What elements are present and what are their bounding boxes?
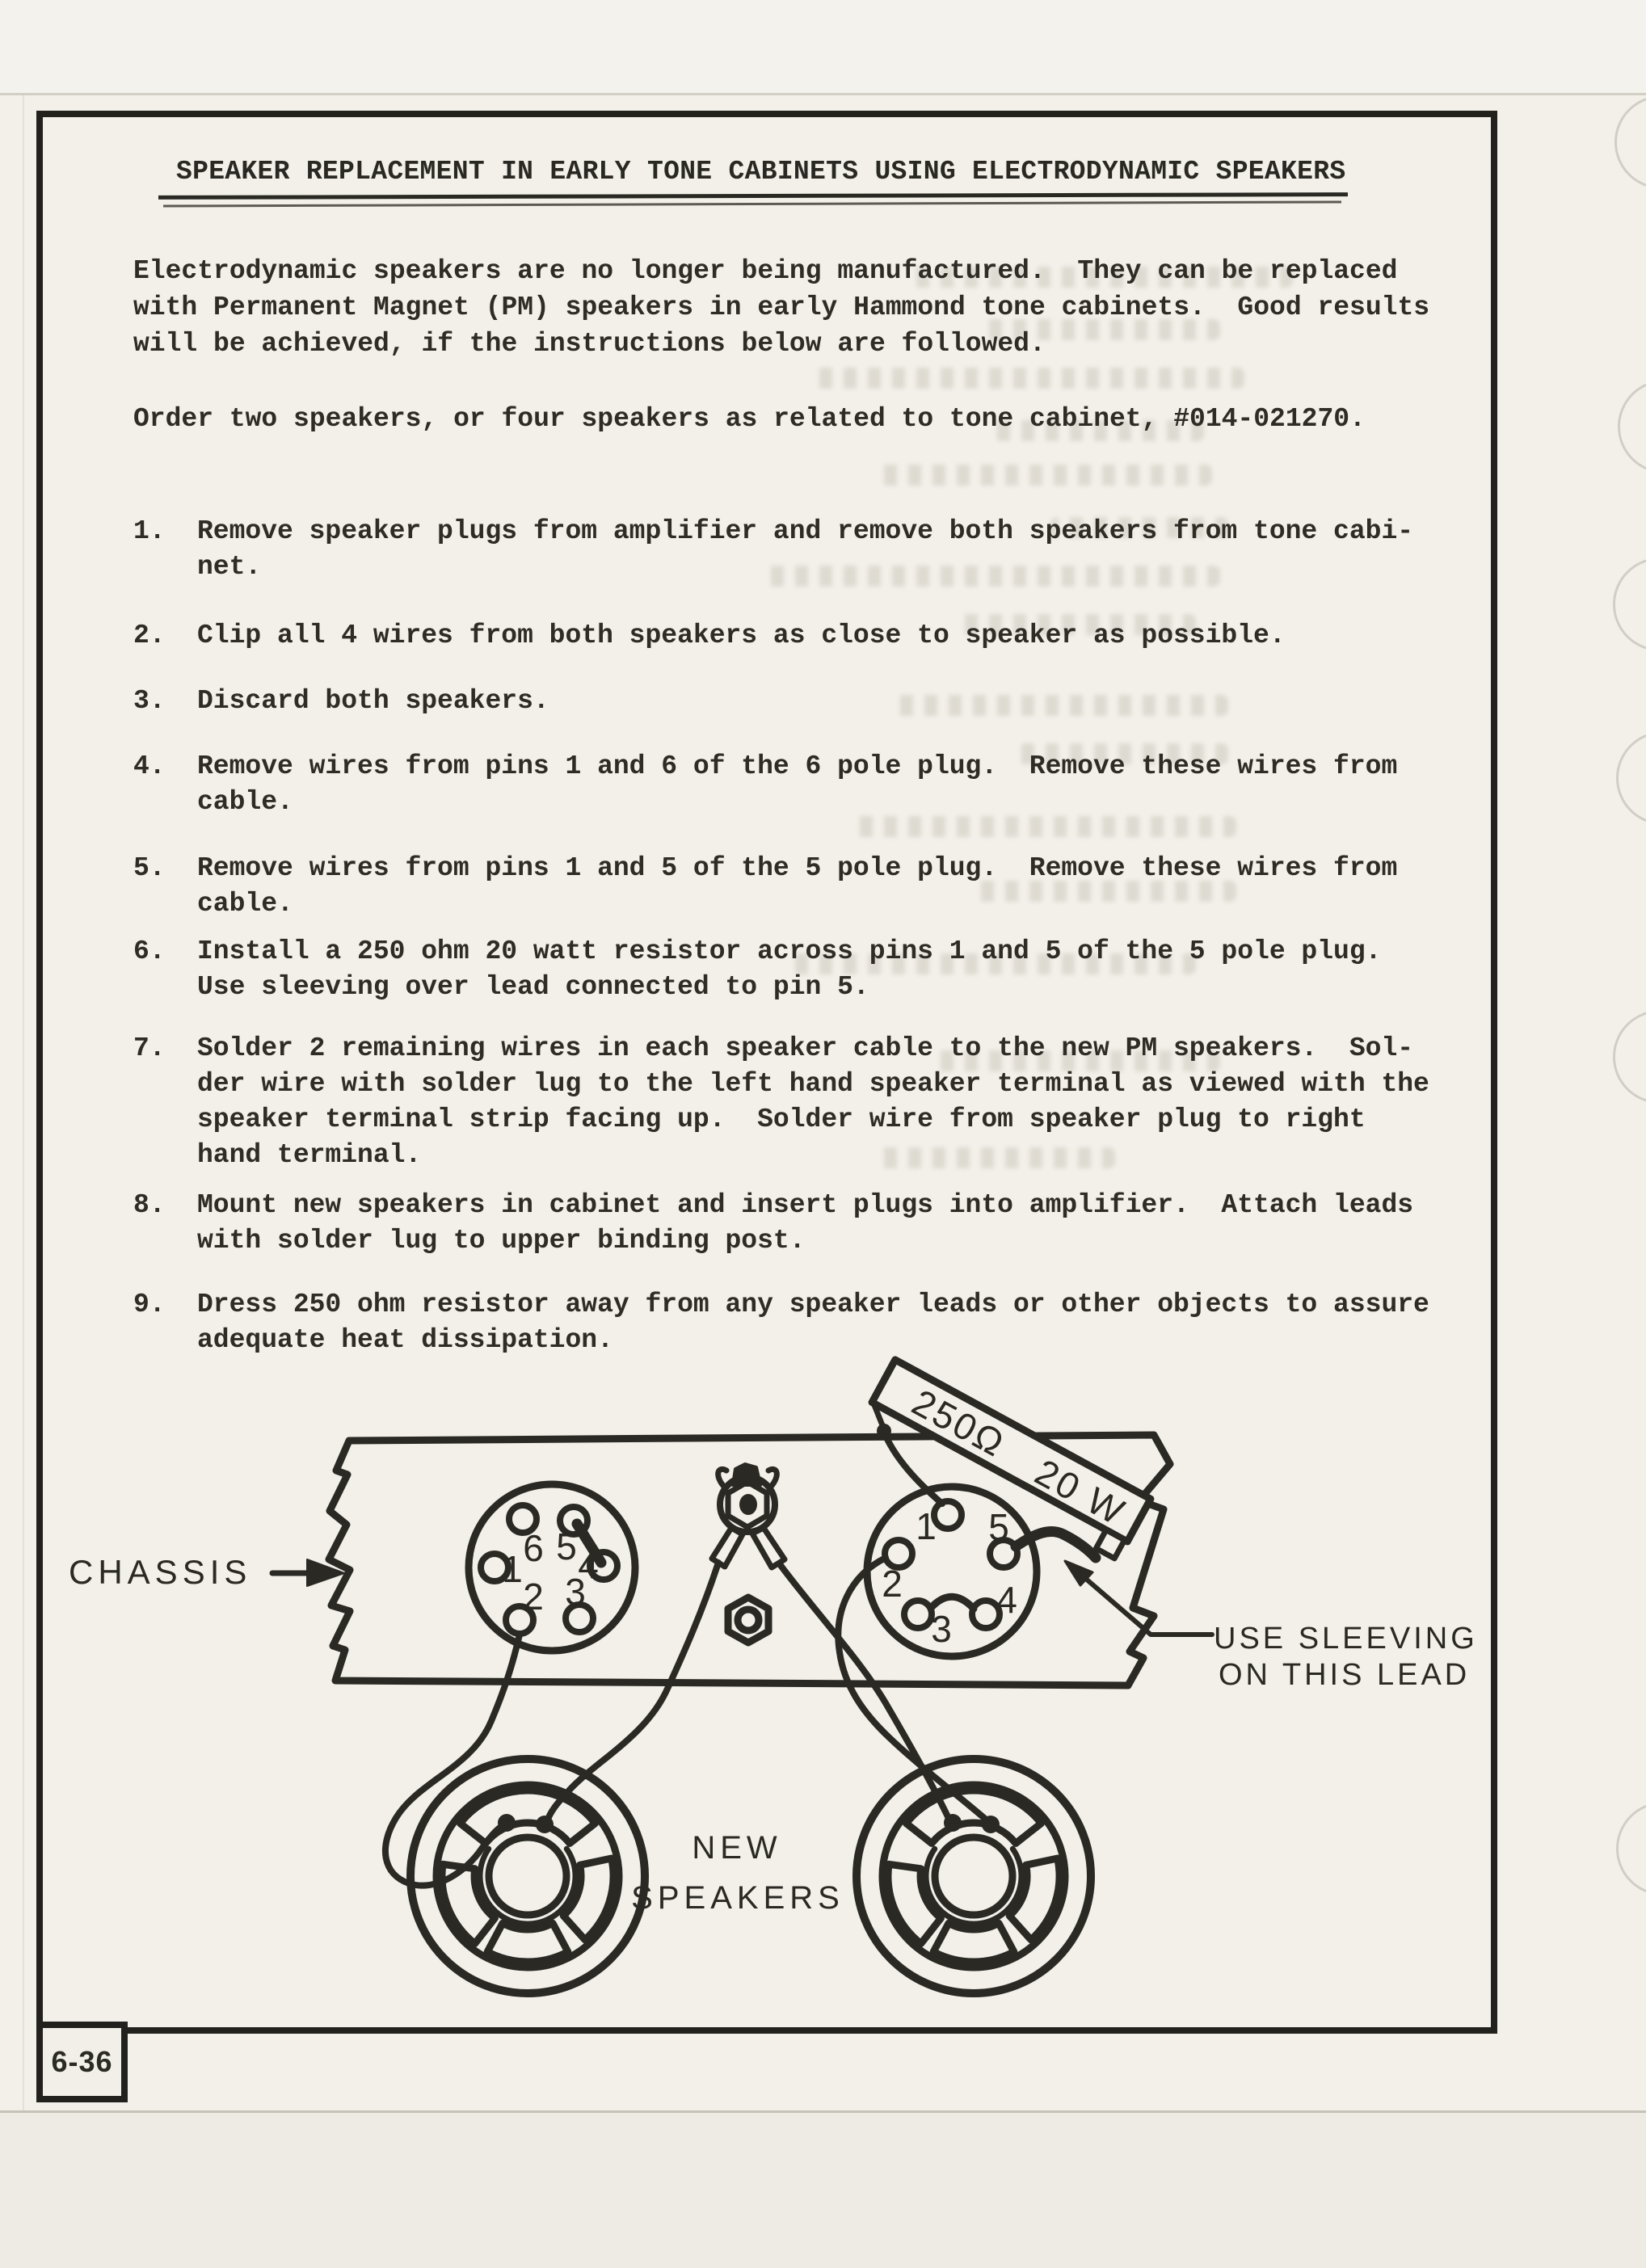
pin-label: 5 <box>988 1506 1009 1548</box>
five-pole-plug <box>867 1487 1037 1656</box>
left-speaker-drawing <box>410 1759 645 1993</box>
paper-edge-top <box>0 0 1646 93</box>
pin-label: 5 <box>556 1525 577 1567</box>
text-line: will be achieved, if the instructions below are followed. <box>133 329 1046 359</box>
step-number: 8. <box>133 1190 166 1220</box>
step-3 <box>133 684 549 719</box>
wiring-diagram <box>0 1293 1646 2036</box>
pin-label: 3 <box>931 1608 952 1650</box>
pin-label: 4 <box>996 1579 1017 1621</box>
intro-paragraph-2 <box>133 401 1366 437</box>
text-line: Discard both speakers. <box>197 686 549 716</box>
step-number: 5. <box>133 853 166 883</box>
washer-ear <box>718 1469 726 1487</box>
step-1 <box>133 514 1413 585</box>
pin <box>934 1501 962 1529</box>
resistor-wattage-label: 20 W <box>1028 1450 1134 1534</box>
text-line: with solder lug to upper binding post. <box>197 1226 806 1256</box>
step-8 <box>133 1188 1413 1259</box>
text-line: Clip all 4 wires from both speakers as close to speaker as possible. <box>197 621 1286 650</box>
text-line: adequate heat dissipation. <box>197 1325 613 1355</box>
text-line: Remove wires from pins 1 and 6 of the 6 pole plug. Remove these wires from <box>197 751 1398 781</box>
intro-paragraph-1 <box>133 253 1429 362</box>
text-line: Dress 250 ohm resistor away from any speaker leads or other objects to assure <box>197 1290 1429 1319</box>
punch-hole-arc <box>1613 558 1646 651</box>
resistor-value-label: 250Ω <box>905 1381 1013 1466</box>
pin-label: 2 <box>523 1576 544 1618</box>
text-line: speaker terminal strip facing up. Solder wire from speaker plug to right <box>197 1105 1366 1134</box>
text-line: Mount new speakers in cabinet and insert plugs into amplifier. Attach leads <box>197 1190 1414 1220</box>
screw-top-knob <box>733 1464 760 1485</box>
step-4 <box>133 749 1397 820</box>
right-speaker-drawing <box>857 1759 1091 1993</box>
step-6 <box>133 934 1381 1005</box>
speakers-caption-line2: SPEAKERS <box>631 1880 844 1916</box>
hex-nut <box>728 1597 768 1643</box>
sleeving-note-line1: USE SLEEVING <box>1214 1622 1478 1656</box>
punch-hole-arc <box>1613 1010 1646 1104</box>
text-line: der wire with solder lug to the left hand speaker terminal as viewed with the <box>197 1069 1429 1099</box>
text-line: cable. <box>197 787 293 817</box>
page-number: 6-36 <box>51 2045 113 2078</box>
mounting-screw <box>712 1464 785 1567</box>
text-line: Remove speaker plugs from amplifier and remove both speakers from tone cabi- <box>197 516 1414 546</box>
sleeving-note-line2: ON THIS LEAD <box>1219 1658 1471 1692</box>
page-title: SPEAKER REPLACEMENT IN EARLY TONE CABINETS USING ELECTRODYNAMIC SPEAKERS <box>176 157 1346 187</box>
text-line: net. <box>197 552 262 582</box>
text-line: Electrodynamic speakers are no longer being manufactured. They can be replaced <box>133 256 1398 286</box>
text-line: Solder 2 remaining wires in each speaker cable to the new PM speakers. Sol- <box>197 1033 1414 1063</box>
pin-label: 4 <box>578 1544 599 1586</box>
text-line: hand terminal. <box>197 1140 422 1170</box>
step-7 <box>133 1031 1429 1173</box>
punch-hole-arc <box>1614 95 1646 189</box>
text-line: cable. <box>197 889 293 919</box>
jumper-pin3-pin4 <box>931 1597 974 1609</box>
pin-label: 2 <box>882 1563 903 1605</box>
step-number: 2. <box>133 621 166 650</box>
punch-hole-arc <box>1616 731 1646 825</box>
pin-label: 3 <box>565 1571 586 1613</box>
paper-edge-line-top <box>0 93 1646 95</box>
step-2 <box>133 618 1286 654</box>
step-number: 6. <box>133 936 166 966</box>
pin <box>972 1601 1000 1628</box>
text-line: Order two speakers, or four speakers as related to tone cabinet, #014-021270. <box>133 404 1366 434</box>
page-number-box <box>36 2022 128 2102</box>
step-number: 7. <box>133 1033 166 1063</box>
six-pole-plug <box>469 1484 635 1651</box>
step-number: 4. <box>133 751 166 781</box>
step-number: 9. <box>133 1290 166 1319</box>
pin-label: 6 <box>523 1527 544 1569</box>
text-line: Remove wires from pins 1 and 5 of the 5 pole plug. Remove these wires from <box>197 853 1398 883</box>
step-number: 3. <box>133 686 166 716</box>
pin <box>904 1601 932 1628</box>
speakers-caption-line1: NEW <box>692 1830 782 1866</box>
text-line: with Permanent Magnet (PM) speakers in early Hammond tone cabinets. Good results <box>133 292 1430 322</box>
punch-hole-arc <box>1618 380 1646 473</box>
paper-edge-bottom <box>0 2113 1646 2268</box>
pin-label: 1 <box>916 1505 937 1547</box>
chassis-label: CHASSIS <box>69 1553 252 1591</box>
text-line: Install a 250 ohm 20 watt resistor across pins 1 and 5 of the 5 pole plug. <box>197 936 1382 966</box>
pin-label: 1 <box>502 1548 523 1590</box>
washer-ear <box>768 1469 777 1487</box>
step-number: 1. <box>133 516 166 546</box>
text-line: Use sleeving over lead connected to pin 5. <box>197 972 869 1002</box>
step-5 <box>133 851 1397 922</box>
